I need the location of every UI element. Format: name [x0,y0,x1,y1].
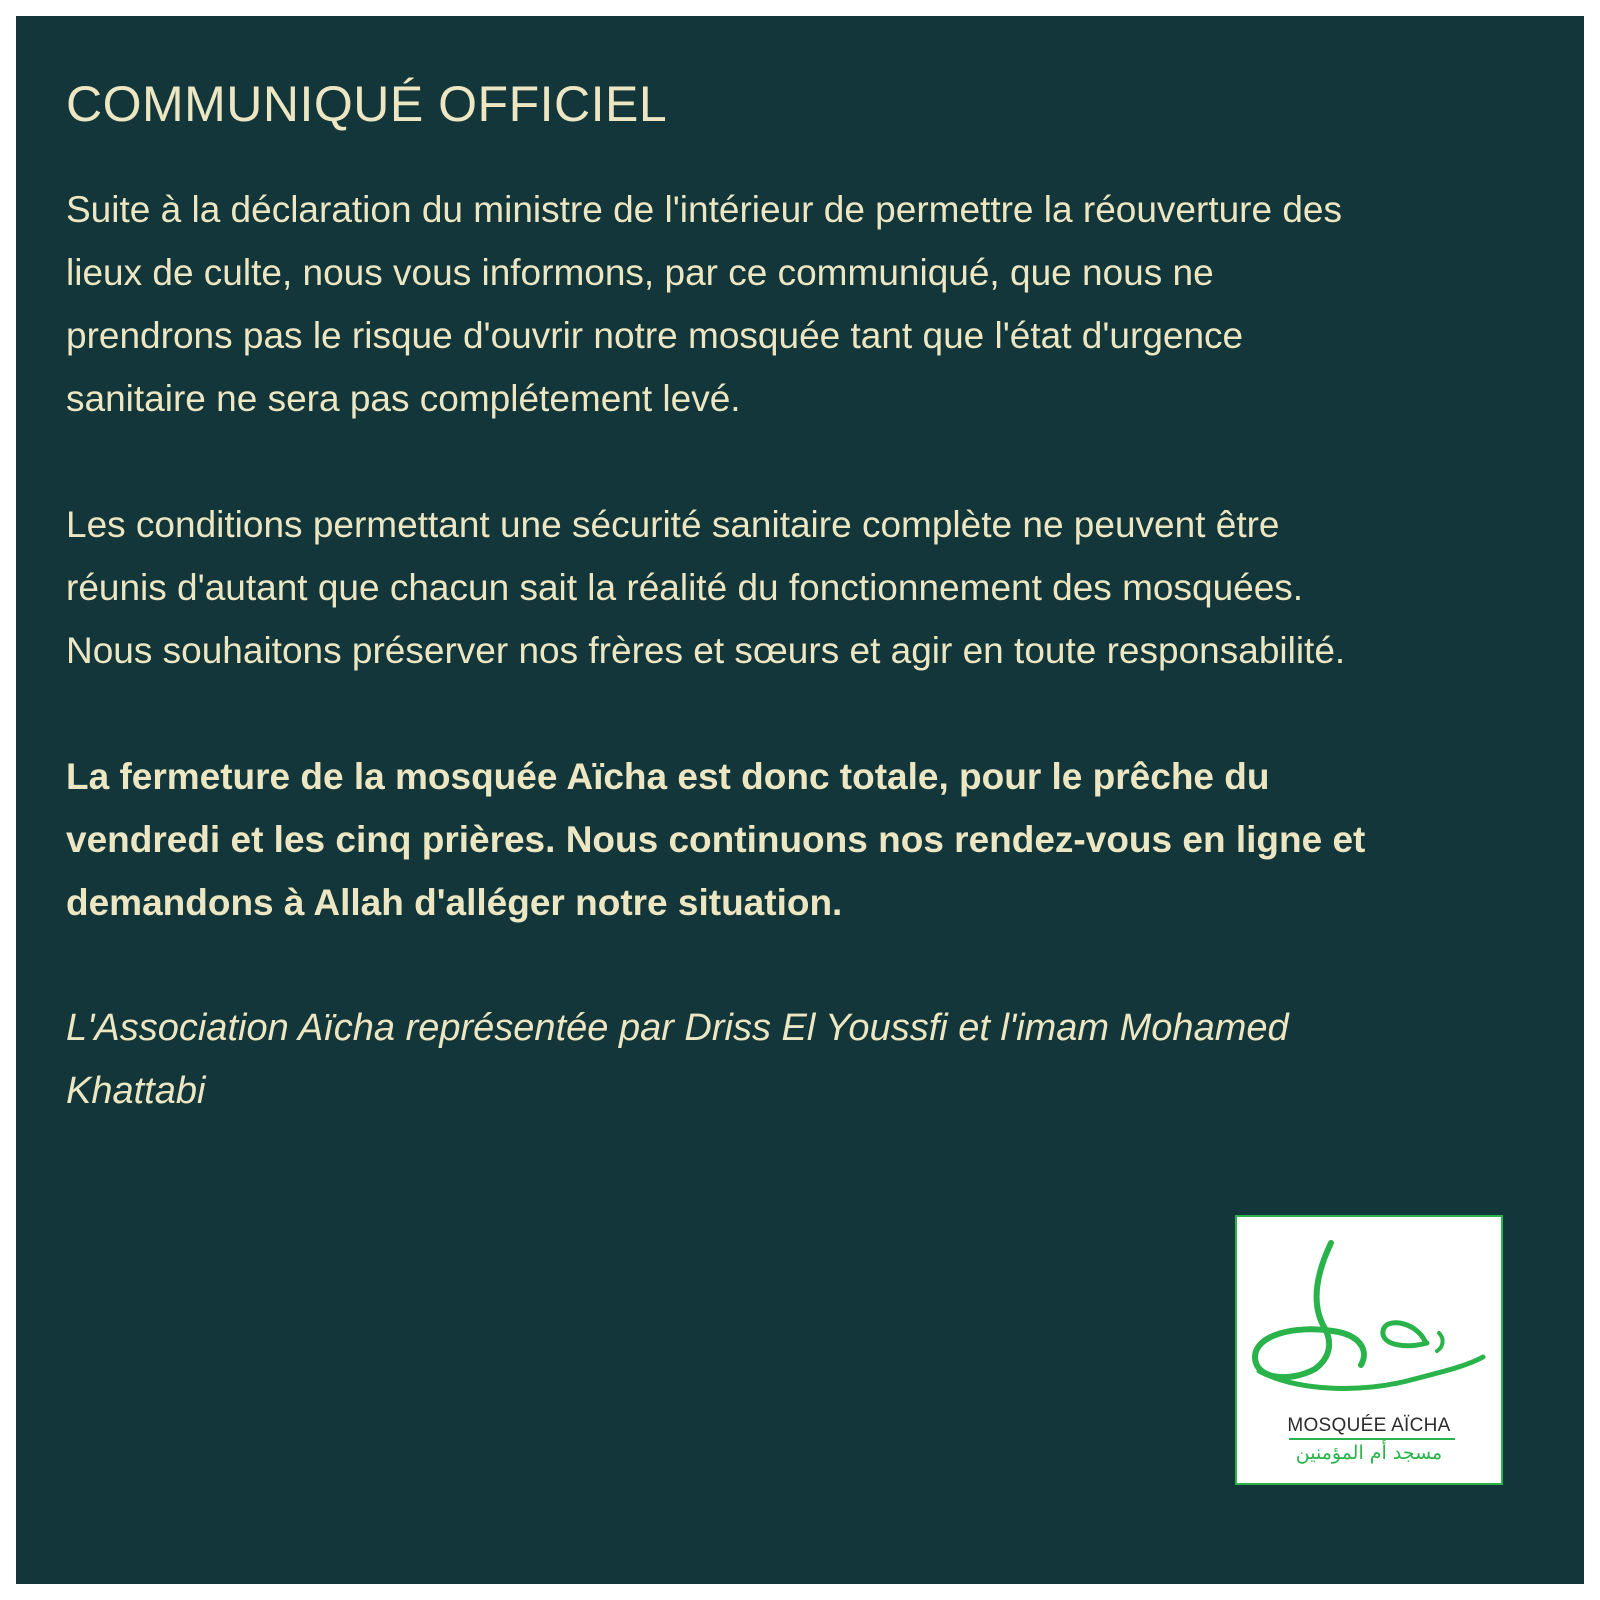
logo-arabic-name: مسجد أم المؤمنين [1295,1442,1443,1464]
announcement-content [66,74,1566,1123]
announcement-title: COMMUNIQUÉ OFFICIEL [66,76,668,132]
logo-name: MOSQUÉE AÏCHA [1287,1415,1451,1436]
paragraph-reopening: Suite à la déclaration du ministre de l'intérieur de permettre la réouverture des lieux de culte, nous vous informons, par ce communiqué, que nous ne prendrons pas le risque d'ouvrir notre mosquée tant que l'état d'urgence sanitaire ne sera pas complétement levé. [66,189,1343,419]
signature: L'Association Aïcha représentée par Driss El Youssfi et l'imam Mohamed Khattabi [66,1007,1289,1112]
paragraph-closure: La fermeture de la mosquée Aïcha est donc totale, pour le prêche du vendredi et les cinq prières. Nous continuons nos rendez-vous en ligne et demandons à Allah d'alléger notre situation. [66,756,1366,923]
mosque-logo [1235,1215,1503,1485]
announcement-panel [16,16,1584,1584]
paragraph-conditions: Les conditions permettant une sécurité sanitaire complète ne peuvent être réunis d'autant que chacun sait la réalité du fonctionnement des mosquées. Nous souhaitons préserver nos frères et sœurs et agir en toute responsabilité. [66,504,1346,671]
logo-divider [1289,1438,1455,1440]
